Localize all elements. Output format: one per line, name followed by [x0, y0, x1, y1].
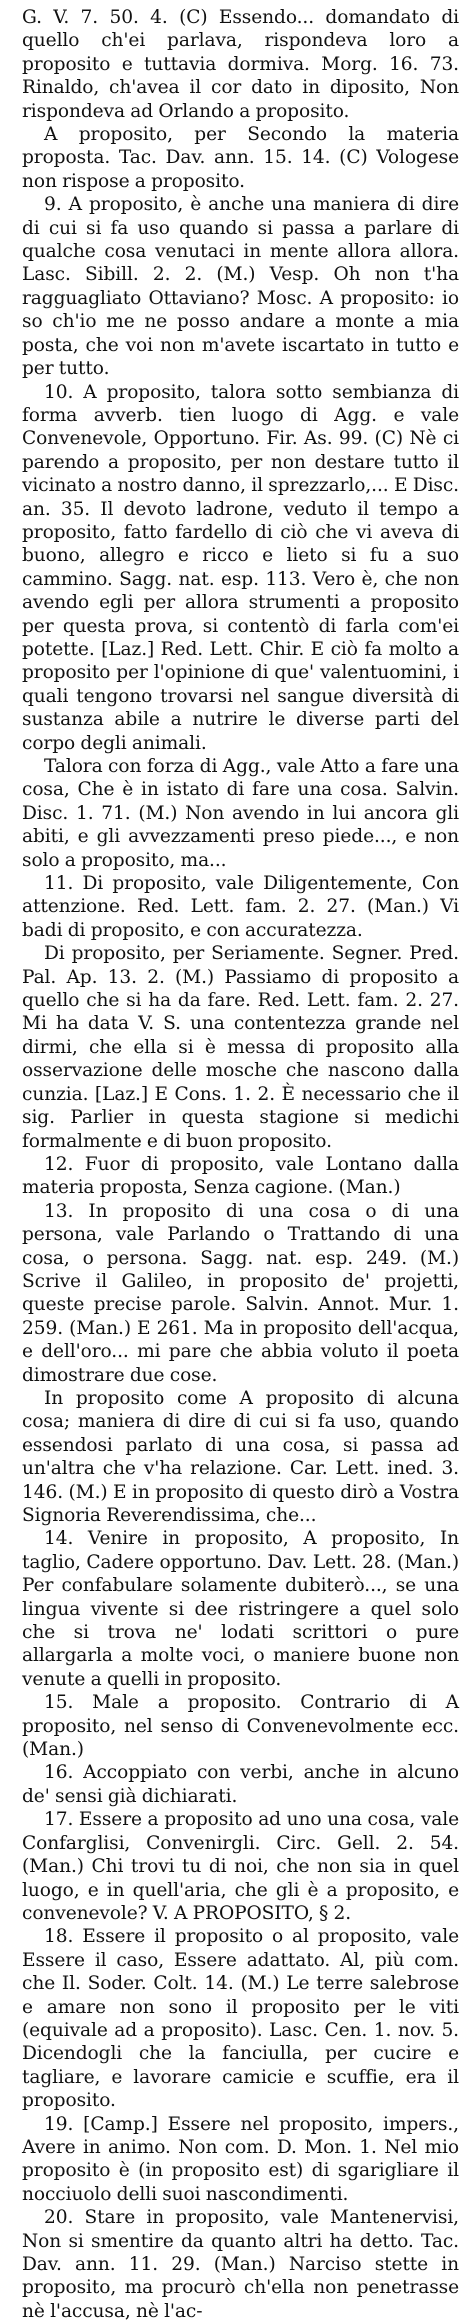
entry-paragraph: 12. Fuor di proposito, vale Lontano dalla materia proposta, Senza cagione. (Man.) [22, 1153, 459, 1199]
entry-paragraph: 11. Di proposito, vale Diligentemente, Con attenzione. Red. Lett. fam. 2. 27. (Man.) Vi badi di proposito, e con accuratezza. [22, 873, 459, 941]
entry-paragraph: 19. [Camp.] Essere nel proposito, impers., Avere in animo. Non com. D. Mon. 1. Nel mio proposito è (in proposito est) di sgarigliare il nocciuolo delli suoi nascondimenti. [22, 2113, 459, 2205]
entry-paragraph: 14. Venire in proposito, A proposito, In taglio, Cadere opportuno. Dav. Lett. 28. (Man.) Per confabulare solamente dubiterò..., se una lingua vivente si dee ristringere a quel solo che si trova ne' lodati scrittori o pure allargarla a molte voci, o maniere buone non venute a quelli in proposito. [22, 1528, 459, 1690]
entry-paragraph: 13. In proposito di una cosa o di una persona, vale Parlando o Trattando di una cosa, o persona. Sagg. nat. esp. 249. (M.) Scrive il Galileo, in proposito de' projetti, queste precise parole. Salvin. Annot. Mur. 1. 259. (Man.) E 261. Ma in proposito dell'acqua, e dell'oro... mi pare che abbia voluto il poeta dimostrare due cose. [22, 1200, 459, 1386]
page-footer [0, 1901, 467, 1907]
entry-paragraph: 9. A proposito, è anche una maniera di dire di cui si fa uso quando si passa a parlare di qualche cosa venutaci in mente allora allora. Lasc. Sibill. 2. 2. (M.) Vesp. Oh non t'ha ragguagliato Ottaviano? Mosc. A proposito: io so ch'io me ne posso andare a monte a mia posta, che voi non m'avete iscartato in tutto e per tutto. [22, 194, 459, 380]
entry-paragraph: A proposito, per Secondo la materia proposta. Tac. Dav. ann. 15. 14. (C) Vologese non rispose a proposito. [22, 124, 459, 192]
entry-paragraph: 15. Male a proposito. Contrario di A proposito, nel senso di Convenevolmente ecc. (Man.) [22, 1692, 459, 1761]
entry-paragraph: 17. Essere a proposito ad uno una cosa, vale Confarglisi, Convenirgli. Circ. Gell. 2. 54. (Man.) Chi trovi tu di noi, che non sia in quel luogo, e in quell'aria, che gli è a proposito, e convenevole? V. A PROPOSITO, § 2. [22, 1809, 459, 1924]
entry-paragraph: In proposito come A proposito di alcuna cosa; maniera di dire di cui si fa uso, quando essendosi parlato di una cosa, si passa ad un'altra che v'ha relazione. Car. Lett. ined. 3. 146. (M.) E in proposito di questo dirò a Vostra Signoria Reverendissima, che... [22, 1387, 459, 1526]
entry-paragraph: 10. A proposito, talora sotto sembianza di forma avverb. tien luogo di Agg. e vale Convenevole, Opportuno. Fir. As. 99. (C) Nè ci parendo a proposito, per non destare tutto il vicinato a nostro danno, il sprezzarlo,... E Disc. an. 35. Il devoto ladrone, veduto il tempo a proposito, fatto fardello di ciò che vi aveva di buono, allegro e ricco e lieto si fu a suo cammino. Sagg. nat. esp. 113. Vero è, che non avendo egli per allora strumenti a proposito per questa prova, si contentò di farla com'ei potette. [Laz.] Red. Lett. Chir. E ciò fa molto a proposito per l'opinione di que' valentuomini, i quali tengono trovarsi nel sangue diversità di sustanza abile a nutrire le diverse parti del corpo degli animali. [22, 381, 459, 754]
entry-paragraph: Talora con forza di Agg., vale Atto a fare una cosa, Che è in istato di fare una cosa. Salvin. Disc. 1. 71. (M.) Non avendo in lui ancora gli abiti, e gli avvezzamenti preso piede..., e non solo a proposito, ma... [22, 756, 459, 871]
entry-paragraph: 16. Accoppiato con verbi, anche in alcuno de' sensi già dichiarati. [22, 1762, 459, 1807]
entry-paragraph: 20. Stare in proposito, vale Mantenervisi, Non si smentire da quanto altri ha detto. Tac. Dav. ann. 11. 29. (Man.) Narciso stette in proposito, ma procurò ch'ella non penetrasse nè l'accusa, nè l'ac- [22, 2207, 459, 2322]
entry-paragraph: G. V. 7. 50. 4. (C) Essendo... domandato di quello ch'ei parlava, rispondeva loro a proposito e tuttavia dormiva. Morg. 16. 73. Rinaldo, ch'avea il cor dato in diposito, Non rispondeva ad Orlando a proposito. [22, 7, 459, 122]
text-column [22, 6, 459, 2323]
entry-paragraph: Di proposito, per Seriamente. Segner. Pred. Pal. Ap. 13. 2. (M.) Passiamo di proposito a quello che si ha da fare. Red. Lett. fam. 2. 27. Mi ha data V. S. una contentezza grande nel dirmi, che ella si è messa di proposito alla osservazione delle mosche che nascono dalla cunzia. [Laz.] E Cons. 1. 2. È necessario che il sig. Parlier in questa stagione si medichi formalmente e di buon proposito. [22, 943, 459, 1152]
entry-paragraph: 18. Essere il proposito o al proposito, vale Essere il caso, Essere adattato. Al, più com. che Il. Soder. Colt. 14. (M.) Le terre salebrose e amare non sono il proposito per le viti (equivale ad a proposito). Lasc. Cen. 1. nov. 5. Dicendogli che la fanciulla, per cucire e tagliare, e lavorare camicie e scuffie, era il proposito. [22, 1926, 459, 2112]
